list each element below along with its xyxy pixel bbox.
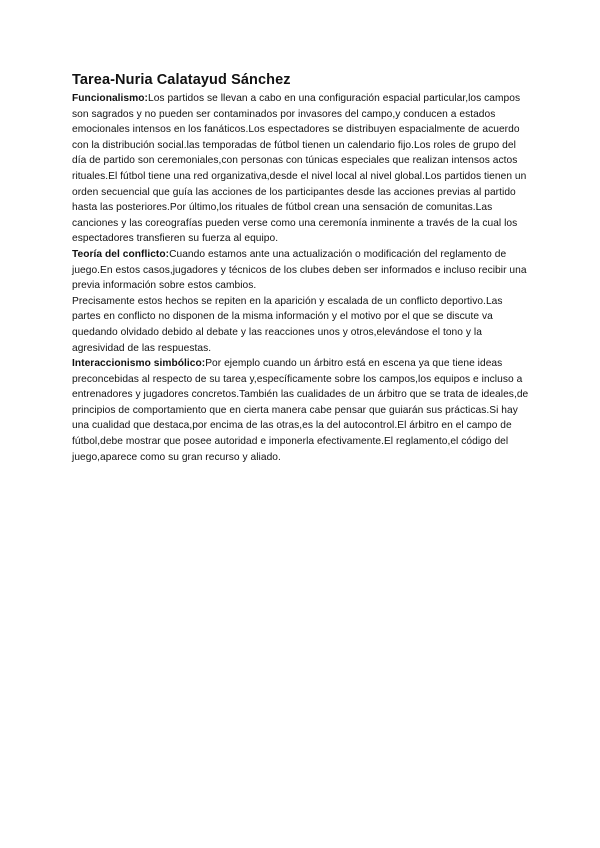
document-title: Tarea-Nuria Calatayud Sánchez xyxy=(72,72,291,88)
section-interaccionismo-simbolico xyxy=(72,356,532,465)
section-text: Cuando estamos ante una actualización o modificación del reglamento de juego.En estos casos,jugadores y técnicos de los clubes deben ser informados e incluso recibir una previa información sobre estos cambios. xyxy=(72,248,527,292)
section-text: Precisamente estos hechos se repiten en la aparición y escalada de un conflicto deportivo.Las partes en conflicto no disponen de la misma información y el motivo por el que se discute va quedando olvidado debido al debate y las reacciones unos y otros,elevándose el tono y la agresividad de las respuestas. xyxy=(72,295,503,354)
section-heading: Interaccionismo simbólico: xyxy=(72,358,206,370)
section-text: Por ejemplo cuando un árbitro está en escena ya que tiene ideas preconcebidas al respecto de su tarea y,específicamente sobre los campos,los equipos e incluso a entrenadores y jugadores concretos.También las cualidades de un árbitro que se trata de ideales,de principios de comportamiento que en cierta manera cabe pensar que guiarán sus prácticas.Si hay una cualidad que destaca,por encima de las otras,es la del autocontrol.El árbitro en el campo de fútbol,debe mostrar que posee autoridad e imponerla efectivamente.El reglamento,el código del juego,aparece como su gran recurso y aliado. xyxy=(72,358,529,463)
section-conflicto-continuacion xyxy=(72,294,532,356)
section-text: Los partidos se llevan a cabo en una configuración espacial particular,los campos son sagrados y no pueden ser contaminados por invasores del campo,y conducen a estados emocionales intensos en los fanáticos.Los espectadores se distribuyen espacialmente de acuerdo con la distribución social.las temporadas de fútbol tienen un calendario fijo.Los roles de grupo del día de partido son ceremoniales,con personas con túnicas especiales que realizan intensos actos rituales.El fútbol tiene una red organizativa,desde el nivel local al nivel global.Los partidos tienen un orden secuencial que guía las acciones de los participantes desde las acciones previas al partido hasta las posteriores.Por último,los rituales de fútbol crean una sensación de comunitas.Las canciones y las coreografías pueden verse como una ceremonía inminente a través de la cual los espectadores transfieren su fuerza al equipo. xyxy=(72,93,527,245)
section-funcionalismo xyxy=(72,91,532,247)
section-heading: Teoría del conflicto: xyxy=(72,248,170,260)
document-body xyxy=(72,71,532,465)
section-teoria-del-conflicto xyxy=(72,247,532,294)
section-heading: Funcionalismo: xyxy=(72,93,148,104)
